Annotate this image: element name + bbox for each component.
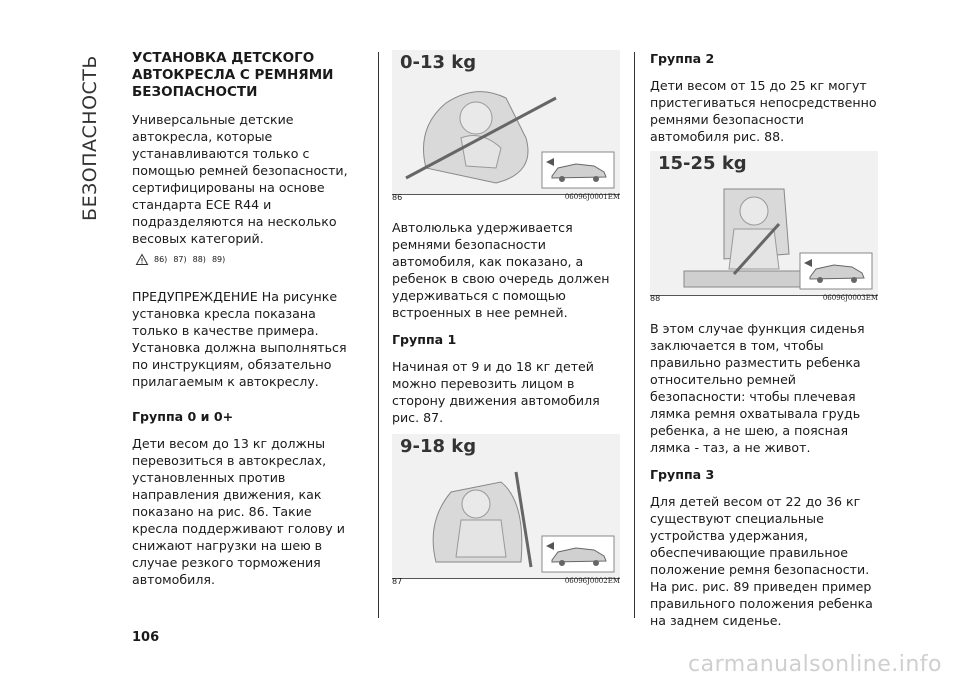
column-divider-2	[634, 52, 635, 618]
figure-88-code: 06096J0003EM	[822, 294, 878, 302]
figure-86-number: 86	[392, 193, 403, 202]
child-seat-illustration	[406, 462, 556, 574]
figure-86	[392, 50, 620, 202]
group1-text: Начиная от 9 и до 18 кг детей можно перевозить лицом в сторону движения автомобиля рис. 87.	[392, 359, 600, 425]
group1-title: Группа 1	[392, 332, 457, 347]
section-tab-label: БЕЗОПАСНОСТЬ	[79, 55, 102, 221]
figure-86-caption: Автолюлька удерживается ремнями безопасности автомобиля, как показано, а ребенок в свою очередь должен удерживаться с помощью встроенных в нее ремней.	[392, 220, 610, 320]
group3-title: Группа 3	[650, 467, 715, 482]
warning-paragraph: ПРЕДУПРЕЖДЕНИЕ На рисунке установка кресла показана только в качестве примера. Установка должна выполняться по инструкциям, обязательно прилагаемым к автокреслу.	[132, 289, 347, 389]
figure-88-image	[650, 151, 878, 303]
car-diagram-icon	[542, 152, 614, 188]
figure-87-image	[392, 434, 620, 586]
section-heading: УСТАНОВКА ДЕТСКОГО АВТОКРЕСЛА С РЕМНЯМИ БЕЗОПАСНОСТИ	[132, 50, 334, 100]
section-tab	[72, 48, 108, 228]
figure-88-label: 15-25 kg	[658, 153, 747, 174]
group3-text: Для детей весом от 22 до 36 кг существуют специальные устройства удержания, обеспечивающие правильное положение ремня безопасности.	[650, 494, 870, 577]
ref-88: 88)	[192, 255, 206, 264]
group0-text: Дети весом до 13 кг должны перевозиться в автокреслах, установленных против направления движения, как показано на рис. 86. Такие кресла поддерживают голову и снижают нагрузки на шею в случае резкого торможения автомобиля.	[132, 436, 345, 587]
figure-87-code: 06096J0002EM	[564, 577, 620, 585]
column-3	[650, 50, 880, 639]
column-2	[392, 50, 620, 586]
warning-refs	[136, 251, 360, 268]
column-divider-1	[378, 52, 379, 618]
group2-text: Дети весом от 15 до 25 кг могут пристегиваться непосредственно ремнями безопасности автомобиля рис. 88.	[650, 78, 877, 144]
warning-triangle-icon	[136, 254, 148, 265]
group0-title: Группа 0 и 0+	[132, 409, 234, 424]
car-diagram-icon	[542, 536, 614, 572]
intro-paragraph: Универсальные детские автокресла, которые устанавливаются только с помощью ремней безопасности, сертифицированы на основе стандарта ECE R44 и подразделяются на несколько весовых категорий.	[132, 112, 348, 246]
figure-87-label: 9-18 kg	[400, 436, 477, 457]
figure-88-caption: В этом случае функция сиденья заключается в том, чтобы правильно разместить ребенка относительно ремней безопасности: чтобы плечевая лямка ремня охватывала грудь ребенка, а не шею, а поясная лямка - таз, а не живот.	[650, 321, 865, 455]
figure-88	[650, 151, 878, 303]
infant-carrier-illustration	[406, 78, 556, 190]
ref-89: 89)	[211, 255, 226, 264]
column-1	[132, 50, 360, 598]
group3-text-2: На рис. рис. 89 приведен пример правильного положения ребенка на заднем сиденье.	[650, 579, 873, 628]
figure-86-code: 06096J0001EM	[564, 193, 620, 201]
figure-86-label: 0-13 kg	[400, 52, 477, 73]
ref-86: 86)	[154, 255, 168, 264]
ref-87: 87)	[173, 255, 187, 264]
group2-title: Группа 2	[650, 51, 715, 66]
figure-86-image	[392, 50, 620, 202]
figure-87-number: 87	[392, 577, 403, 586]
watermark: carmanualsonline.info	[688, 652, 942, 677]
page-number: 106	[132, 630, 160, 645]
booster-seat-illustration	[664, 179, 814, 291]
figure-87	[392, 434, 620, 586]
car-diagram-icon	[800, 253, 872, 289]
figure-88-number: 88	[650, 294, 661, 303]
